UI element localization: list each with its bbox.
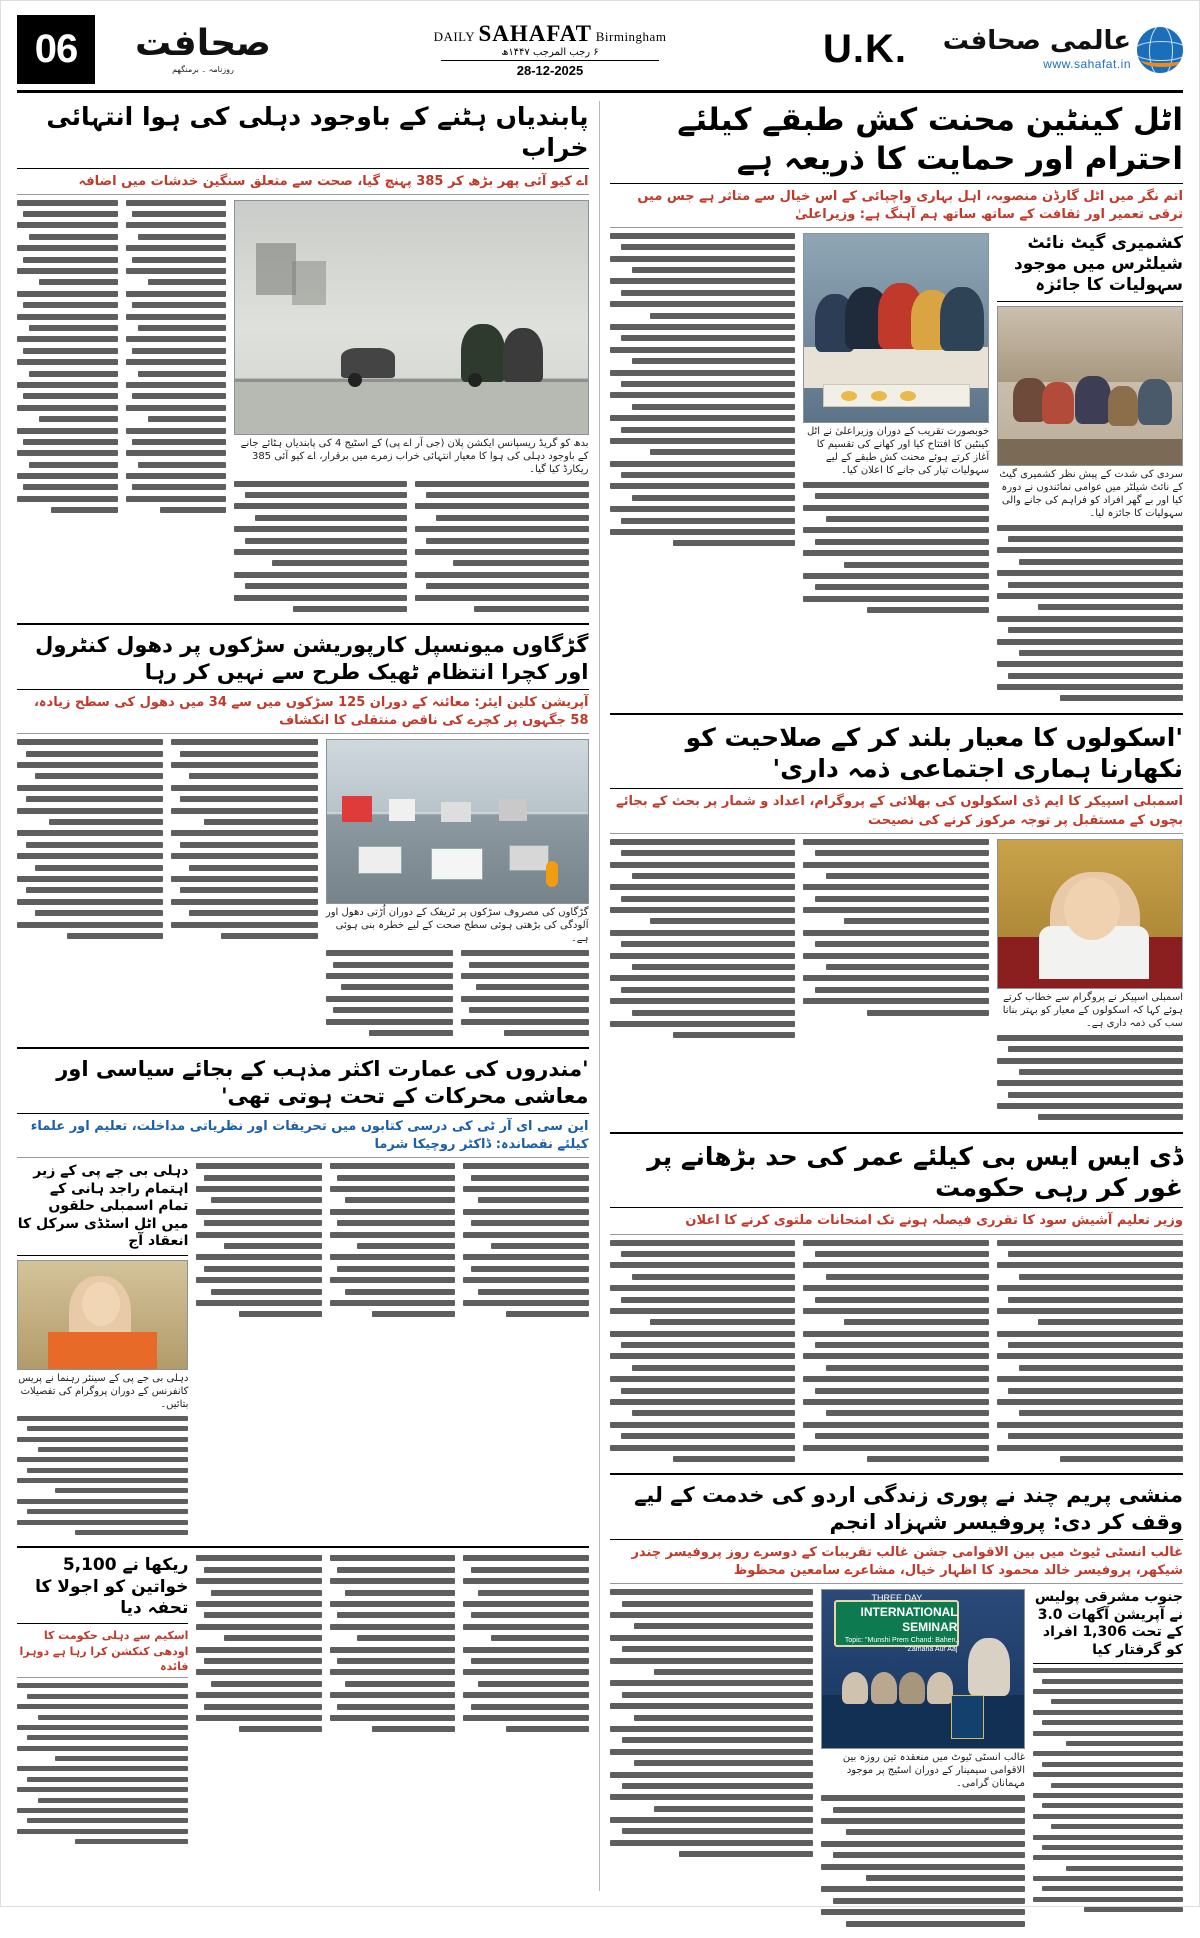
paper-city: Birmingham xyxy=(595,29,667,44)
headline: جنوب مشرقی پولیس نے آپریشن آگھات 3.0 کے تحت 1,306 افراد کو گرفتار کیا xyxy=(1033,1589,1183,1664)
body-column xyxy=(196,1163,321,1540)
headline: 'مندروں کی عمارت اکثر مذہب کے بجائے سیاسی اور معاشی محرکات کے تحت ہوتی تھی' xyxy=(17,1056,589,1114)
section-label: U.K. xyxy=(823,27,907,71)
body-text xyxy=(330,1163,455,1317)
body-column xyxy=(330,1163,455,1540)
body-text xyxy=(463,1163,588,1317)
body-column xyxy=(330,1555,455,1849)
issue-date: 28-12-2025 xyxy=(516,63,584,78)
brand-url[interactable]: www.sahafat.in xyxy=(1043,57,1131,71)
bjp-column xyxy=(17,1163,188,1540)
subhead: غالب انسٹی ٹیوٹ میں بین الاقوامی جشن غالب تقریبات کے دوسرے روز پروفیسر چندر شیکھر، پروفیسر خالد محمود کا اظہار خیال، مشاعرے سامعین محظوظ xyxy=(610,1544,1184,1584)
page-content xyxy=(17,101,1183,1891)
figure-column xyxy=(234,200,588,618)
body-text xyxy=(463,1555,588,1732)
body-column xyxy=(17,200,118,618)
masthead xyxy=(17,15,1183,93)
photo-caption: اسمبلی اسپیکر نے پروگرام سے خطاب کرتے ہوئے کہا کہ اسکولوں کے معیار کو بہتر بنانا سب کی ذمہ داری ہے۔ xyxy=(1002,991,1183,1029)
globe-icon xyxy=(1137,27,1183,73)
photo-night-shelter xyxy=(997,306,1183,466)
photo-bjp-leader xyxy=(17,1260,188,1370)
body-text xyxy=(330,1555,455,1732)
photo-caption: گڑگاوں کی مصروف سڑکوں پر ٹریفک کے دوران اُڑتی دھول اور آلودگی کی بڑھتی ہوئی سطح صحت کے لیے خطرہ بنی ہوئی ہے۔ xyxy=(325,907,589,945)
headline: کشمیری گیٹ نائٹ شیلٹرس میں موجود سہولیات کا جائزہ xyxy=(997,233,1183,302)
figure-column xyxy=(326,739,589,1041)
body-column xyxy=(610,1240,796,1468)
body-text xyxy=(17,1416,188,1535)
body-text xyxy=(126,200,227,514)
body-text xyxy=(17,200,118,514)
subhead: اے کیو آئی پھر بڑھ کر 385 پہنچ گیا، صحت سے متعلق سنگین خدشات میں اضافہ xyxy=(17,173,589,195)
headline: دہلی بی جے پی کے زیر اہتمام راجد ہانی کے تمام اسمبلی حلقوں میں اٹل اسٹڈی سرکل کا انعقاد آج xyxy=(17,1163,188,1256)
brand-block xyxy=(933,15,1183,84)
banner-line1: THREE DAY xyxy=(871,1592,923,1603)
banner-line2: INTERNATIONAL SEMINAR xyxy=(860,1604,958,1635)
headline: 'اسکولوں کا معیار بلند کر کے صلاحیت کو نکھارنا ہماری اجتماعی ذمہ داری' xyxy=(610,722,1184,790)
body-column xyxy=(610,1589,814,1932)
photo-caption: سردی کی شدت کے پیش نظر کشمیری گیٹ کے نائٹ شیلٹر میں عوامی نمائندوں نے دورہ کیا اور بے گھر افراد کو فراہم کی جانے والی سہولیات کا جائزہ لیا۔ xyxy=(999,468,1183,519)
masthead-divider xyxy=(441,60,658,61)
column-divider xyxy=(599,101,600,1891)
photo-traffic xyxy=(326,739,589,904)
photo-assembly-speaker xyxy=(997,839,1183,989)
body-text xyxy=(803,839,989,1016)
paper-name-big: SAHAFAT xyxy=(478,21,592,46)
body-text xyxy=(415,481,588,612)
body-text xyxy=(803,1240,989,1462)
article-atal-canteen xyxy=(610,101,1184,715)
body-column xyxy=(821,1589,1025,1932)
photo-smog-road xyxy=(234,200,588,435)
article-rekha xyxy=(17,1555,589,1855)
body-column xyxy=(997,839,1183,1126)
photo-caption: دہلی بی جے پی کے سینئر رہنما نے پریس کانفرنس کے دوران پروگرام کی تفصیلات بتائیں۔ xyxy=(18,1372,189,1410)
photo-caption: بدھ کو گریڈ ریسپانس ایکشن پلان (جی آر اے پی) کے اسٹیج 4 کی پابندیاں ہٹائے جانے کے باوجود دہلی کی ہوا کا معیار انتہائی خراب زمرے میں برقرار، اے کیو آئی 385 ریکارڈ کیا گیا۔ xyxy=(240,437,589,475)
headline: گڑگاوں میونسپل کارپوریشن سڑکوں پر دھول کنٹرول اور کچرا انتظام ٹھیک طرح سے نہیں کر رہا xyxy=(17,632,589,690)
headline: اٹل کینٹین محنت کش طبقے کیلئے احترام اور حمایت کا ذریعہ ہے xyxy=(610,101,1184,184)
body-column xyxy=(171,739,317,1041)
figure-kashmiri-gate xyxy=(997,233,1183,520)
body-column xyxy=(463,1163,588,1540)
article-aqi xyxy=(17,101,589,625)
subhead: اتم نگر میں اٹل گارڈن منصوبہ، اہل بہاری واچپائی کے اس خیال سے متاثر ہے جس میں ترقی تعمیر اور ثقافت کے ساتھ ساتھ ہم آہنگ ہے: وزیراعلیٰ xyxy=(610,188,1184,228)
article-dsssb xyxy=(610,1141,1184,1476)
body-text xyxy=(171,739,317,939)
brand-urdu: عالمی صحافت xyxy=(942,26,1131,56)
body-column xyxy=(803,1240,989,1468)
body-text xyxy=(610,1589,814,1857)
body-column xyxy=(126,200,227,618)
body-text xyxy=(997,1035,1183,1121)
figure-seminar xyxy=(821,1589,1025,1790)
paper-name-small: DAILY xyxy=(433,29,475,44)
body-text xyxy=(196,1555,321,1732)
body-column xyxy=(196,1555,321,1849)
column-right xyxy=(17,101,589,1891)
headline: پابندیاں ہٹنے کے باوجود دہلی کی ہوا انتہائی خراب xyxy=(17,101,589,169)
body-column xyxy=(17,739,163,1041)
photo-caption: غالب انسٹی ٹیوٹ میں منعقدہ تین روزہ بین الاقوامی سیمینار کے دوران اسٹیج پر موجود مہمانان گرامی۔ xyxy=(842,1752,1025,1790)
subhead: آپریشن کلین ایئر: معائنہ کے دوران 125 سڑکوں میں سے 34 میں دھول کی سطح زیادہ، 58 جگہوں پر کچرے کی ناقص منتقلی کا انکشاف xyxy=(17,694,589,734)
body-text xyxy=(997,525,1183,702)
body-column xyxy=(997,1240,1183,1468)
subhead: اسکیم سے دہلی حکومت کا اودھی کنکشن کرا رہا ہے دوہرا فائدہ xyxy=(17,1628,188,1678)
urdu-nameplate-title: صحافت xyxy=(135,22,271,64)
body-column xyxy=(610,839,796,1126)
urdu-nameplate-sub: روزنامہ ۔ برمنگھم xyxy=(172,64,234,74)
body-column xyxy=(463,1555,588,1849)
urdu-nameplate xyxy=(103,15,303,84)
body-text xyxy=(234,481,407,612)
headline: منشی پریم چند نے پوری زندگی اردو کی خدمت کے لیے وقف کر دی: پروفیسر شہزاد انجم xyxy=(610,1482,1184,1540)
figure-gurgaon xyxy=(326,739,589,945)
body-column xyxy=(997,233,1183,707)
figure-aqi xyxy=(234,200,588,476)
photo-canteen-inauguration xyxy=(803,233,989,423)
body-text xyxy=(1033,1668,1183,1912)
body-text xyxy=(17,739,163,939)
body-text xyxy=(610,839,796,1039)
figure-canteen xyxy=(803,233,989,477)
body-text xyxy=(997,1240,1183,1462)
article-seminar xyxy=(610,1482,1184,1938)
page-number: 06 xyxy=(17,15,95,84)
article-schools xyxy=(610,722,1184,1134)
islamic-date: ۶ رجب المرجب ۱۴۴۷ھ xyxy=(501,47,599,58)
article-gurgaon xyxy=(17,632,589,1049)
body-text xyxy=(461,950,588,1036)
rekha-column xyxy=(17,1555,188,1849)
body-text xyxy=(326,950,453,1036)
body-column xyxy=(610,233,796,707)
subhead: وزیر تعلیم آشیش سود کا تقرری فیصلہ ہونے تک امتحانات ملتوی کرنے کا اعلان xyxy=(610,1212,1184,1234)
body-column xyxy=(803,233,989,707)
body-text xyxy=(610,233,796,547)
banner-line3: Topic: "Munshi Prem Chand: Bahen, Zamana Aur Aaj" xyxy=(844,1636,958,1653)
body-text xyxy=(803,482,989,613)
body-text xyxy=(196,1163,321,1317)
police-box xyxy=(1033,1589,1183,1932)
photo-seminar-stage xyxy=(821,1589,1025,1749)
figure-speaker xyxy=(997,839,1183,1030)
headline: ڈی ایس ایس بی کیلئے عمر کی حد بڑھانے پر غور کر رہی حکومت xyxy=(610,1141,1184,1209)
body-text xyxy=(17,1683,188,1844)
arrow-swoosh-icon xyxy=(1141,53,1183,67)
subhead: اسمبلی اسپیکر کا ایم ڈی اسکولوں کی بھلائی کے پروگرام، اعداد و شمار پر بحث کے بجائے بچوں کے مستقبل پر توجہ مرکوز کرنے کی نصیحت xyxy=(610,793,1184,833)
column-left xyxy=(610,101,1184,1891)
subhead: این سی ای آر ٹی کی درسی کتابوں میں تحریفات اور نظریاتی مداخلت، تعلیم اور علماء کیلئے نقصاندہ: ڈاکٹر روچیکا شرما xyxy=(17,1118,589,1158)
body-text xyxy=(610,1240,796,1462)
photo-caption: خوبصورت تقریب کے دوران وزیراعلیٰ نے اٹل کینٹین کا افتتاح کیا اور کھانے کی تقسیم کا آغاز کرتے ہوئے محنت کش طبقے کے لیے سہولیات تیار کی جانے کا اعلان کیا۔ xyxy=(806,425,990,476)
article-temples xyxy=(17,1056,589,1548)
masthead-center xyxy=(303,15,797,84)
body-column xyxy=(803,839,989,1126)
figure-bjp xyxy=(17,1260,188,1411)
headline: ریکھا نے 5,100 خواتین کو اجولا کا تحفہ دیا xyxy=(17,1555,188,1624)
